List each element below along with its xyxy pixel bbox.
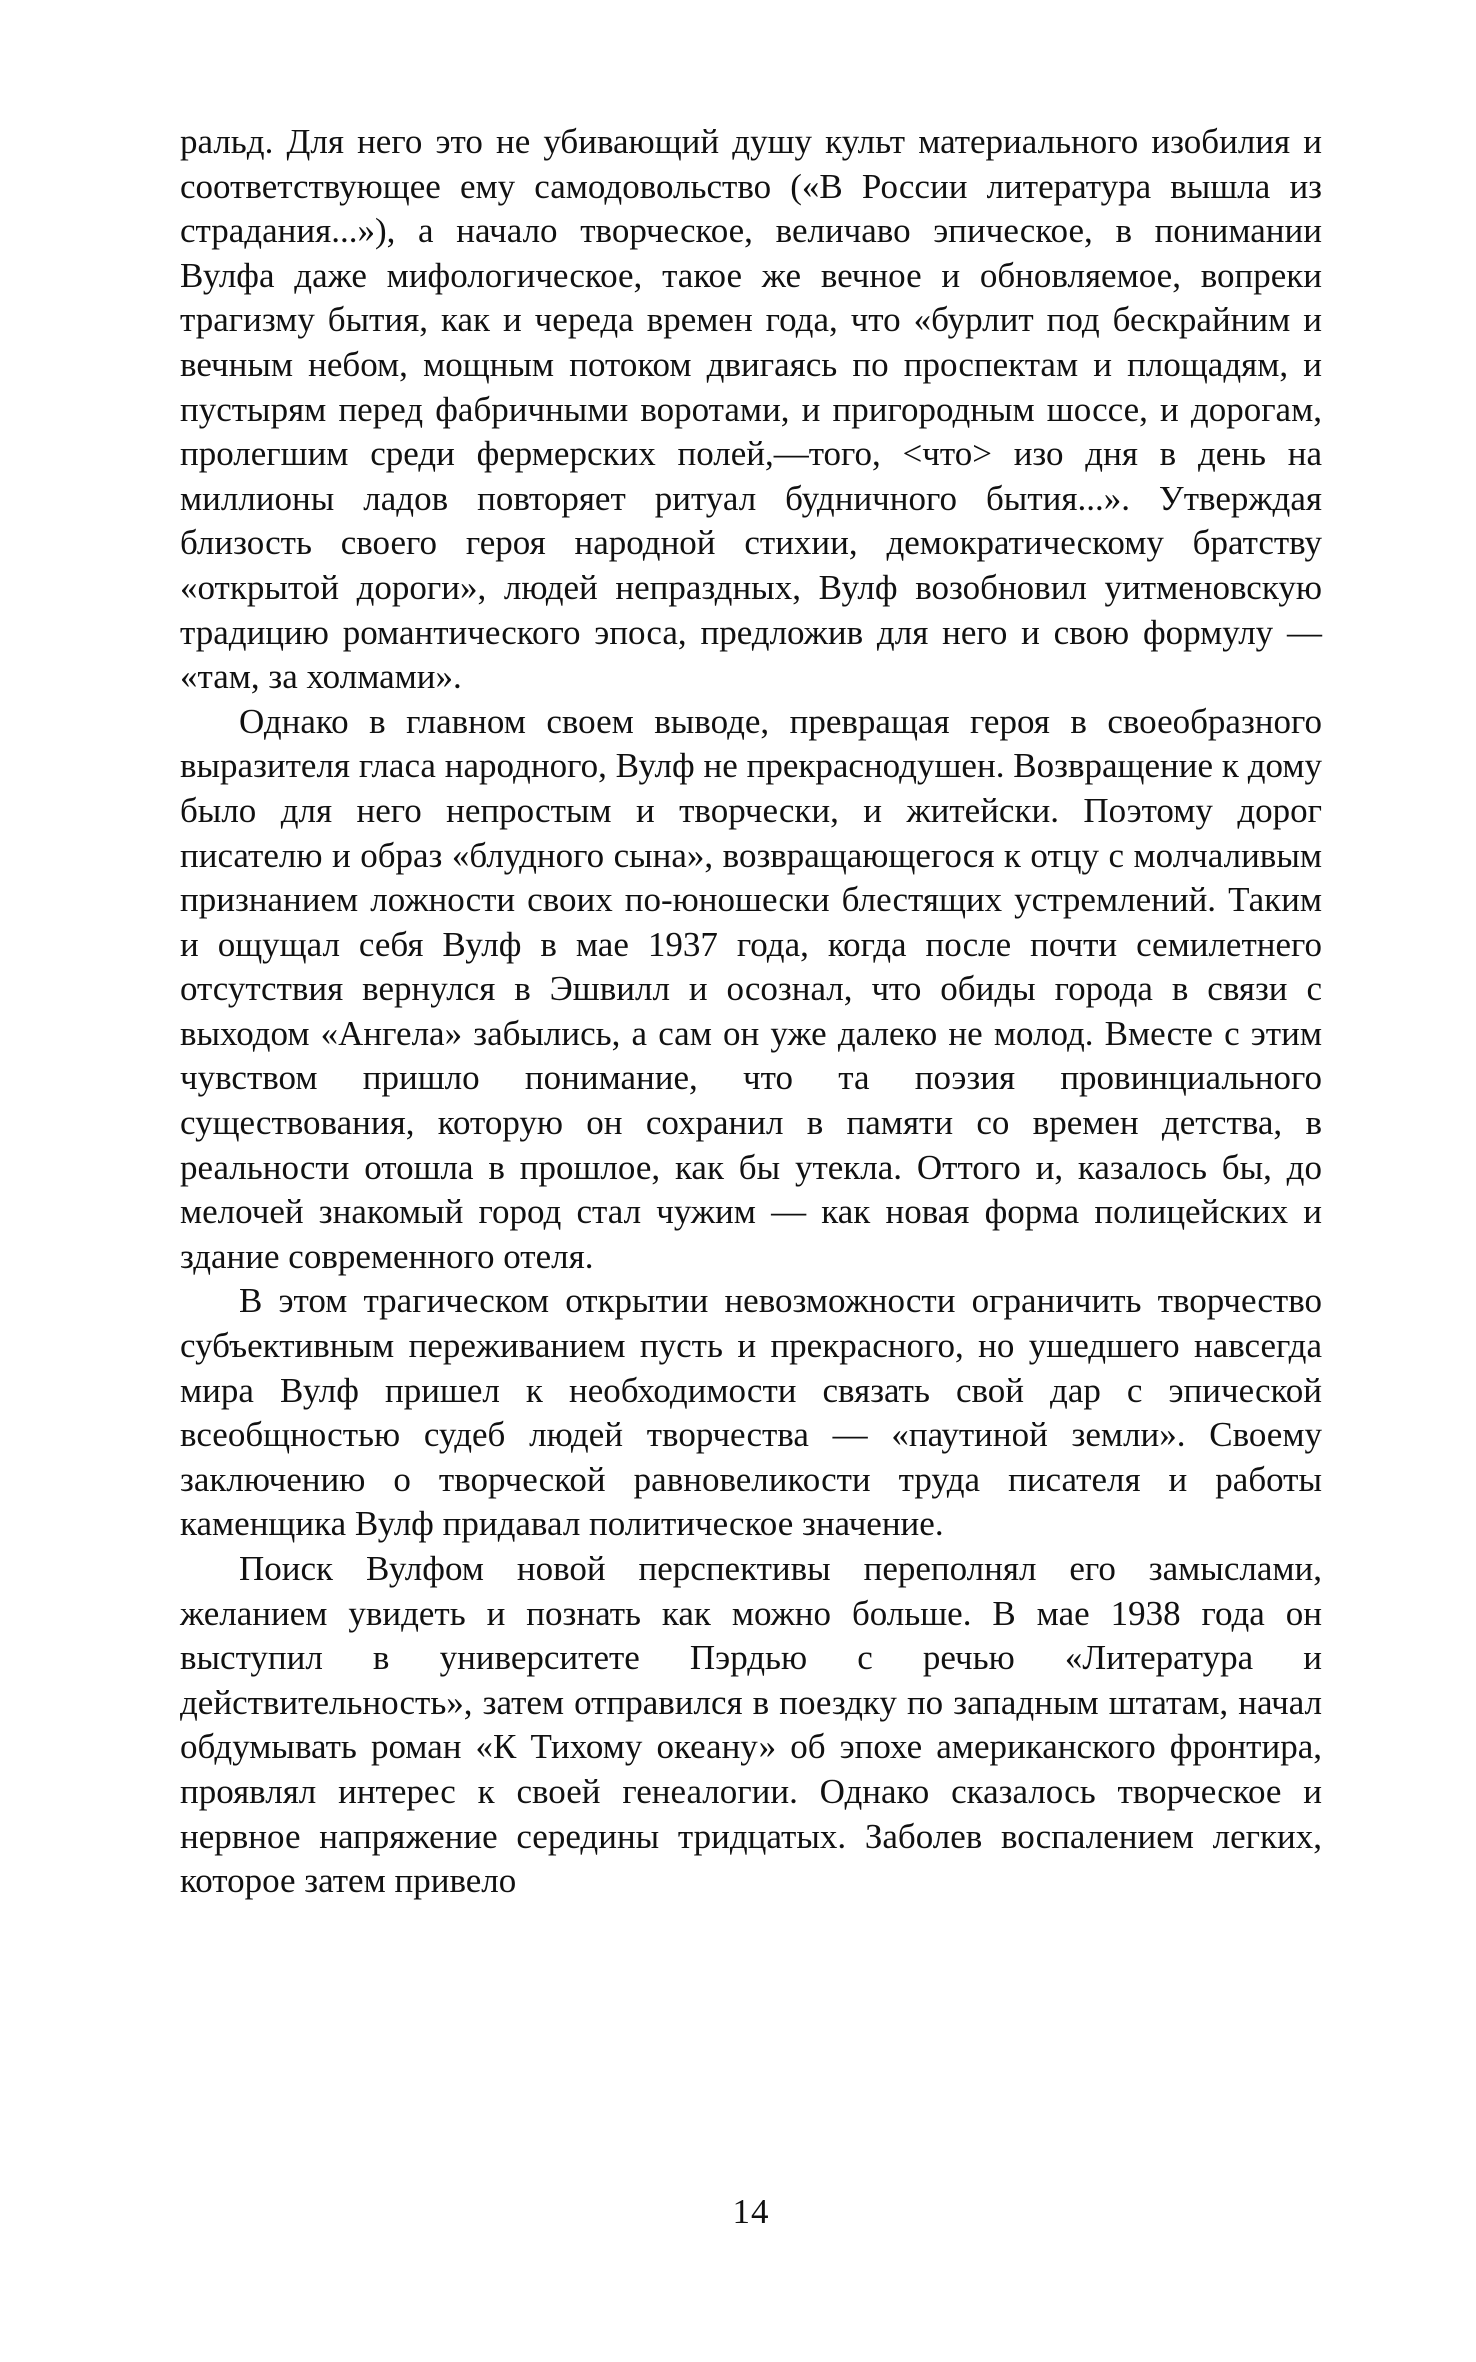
book-page xyxy=(180,120,1322,2310)
paragraph-1: ральд. Для него это не убивающий душу культ материального изобилия и соответствующее ему самодовольство («В России литература вышла из страдания...»), а начало творческое, величаво эпическое, в понимании Вулфа даже мифологическое, такое же вечное и обновляемое, вопреки трагизму бытия, как и череда времен года, что «бурлит под бескрайним и вечным небом, мощным потоком двигаясь по проспектам и площадям, и пустырям перед фабричными воротами, и пригородным шоссе, и дорогам, пролегшим среди фермерских полей,—того, <что> изо дня в день на миллионы ладов повторяет ритуал будничного бытия...». Утверждая близость своего героя народной стихии, демократическому братству «открытой дороги», людей непраздных, Вулф возобновил уитменовскую традицию романтического эпоса, предложив для него и свою формулу — «там, за холмами». xyxy=(180,122,1322,697)
paragraph-4: Поиск Вулфом новой перспективы переполнял его замыслами, желанием увидеть и познать как можно больше. В мае 1938 года он выступил в университете Пэрдью с речью «Литература и действительность», затем отправился в поездку по западным штатам, начал обдумывать роман «К Тихому океану» об эпохе американского фронтира, проявлял интерес к своей генеалогии. Однако сказалось творческое и нервное напряжение середины тридцатых. Заболев воспалением легких, которое затем привело xyxy=(180,1549,1322,1901)
body-text xyxy=(180,120,1322,1904)
paragraph-2: Однако в главном своем выводе, превращая героя в своеобразного выразителя гласа народного, Вулф не прекраснодушен. Возвращение к дому было для него непростым и творчески, и житейски. Поэтому дорог писателю и образ «блудного сына», возвращающегося к отцу с молчаливым признанием ложности своих по-юношески блестящих устремлений. Таким и ощущал себя Вулф в мае 1937 года, когда после почти семилетнего отсутствия вернулся в Эшвилл и осознал, что обиды города в связи с выходом «Ангела» забылись, а сам он уже далеко не молод. Вместе с этим чувством пришло понимание, что та поэзия провинциального существования, которую он сохранил в памяти со времен детства, в реальности отошла в прошлое, как бы утекла. Оттого и, казалось бы, до мелочей знакомый город стал чужим — как новая форма полицейских и здание современного отеля. xyxy=(180,701,1322,1276)
paragraph-3: В этом трагическом открытии невозможности ограничить творчество субъективным переживанием пусть и прекрасного, но ушедшего навсегда мира Вулф пришел к необходимости связать свой дар с эпической всеобщностью судеб людей творчества — «паутиной земли». Своему заключению о творческой равновеликости труда писателя и работы каменщика Вулф придавал политическое значение. xyxy=(180,1281,1322,1544)
page-number: 14 xyxy=(732,2192,770,2231)
